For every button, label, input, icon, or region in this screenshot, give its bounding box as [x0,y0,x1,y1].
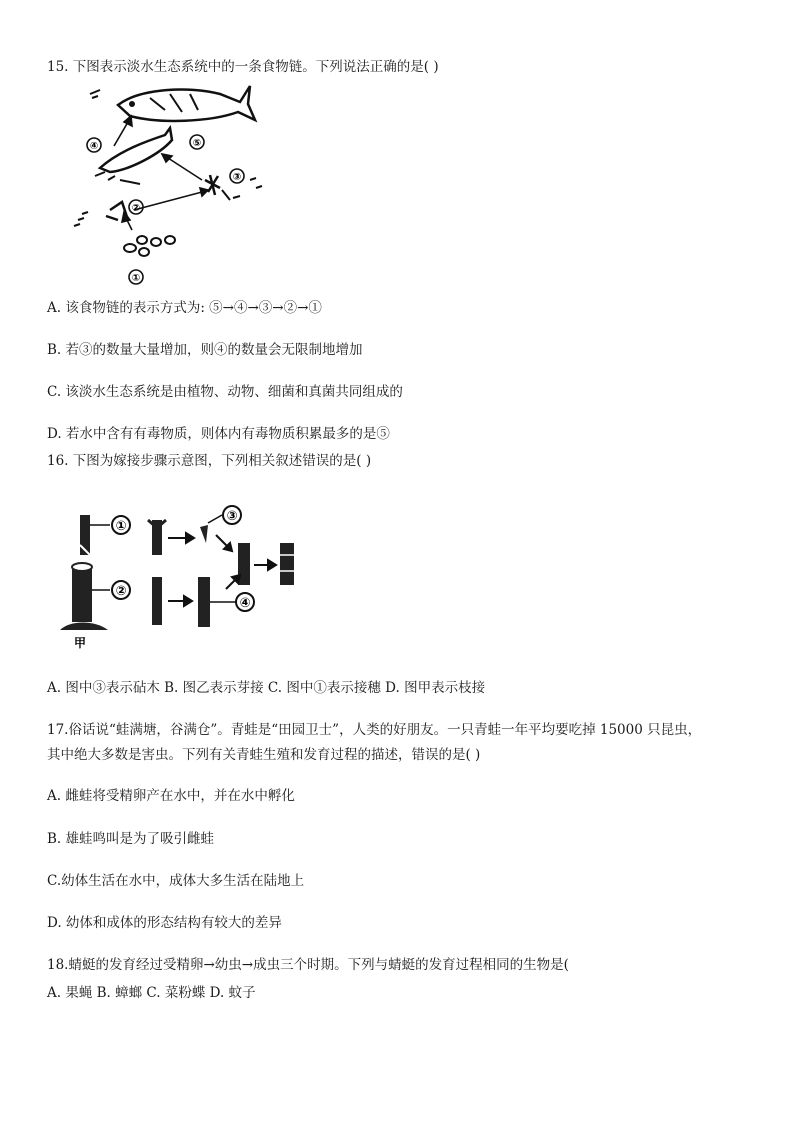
q16-options: A. 图中③表示砧木 B. 图乙表示芽接 C. 图中①表示接穗 D. 图甲表示枝接 [47,680,486,696]
grafting-figure [60,505,310,650]
label-1: ① [131,273,141,284]
q17-option-b: B. 雄蛙鸣叫是为了吸引雌蛙 [47,831,215,847]
food-chain-diagram [70,80,280,290]
q15-option-a: A. 该食物链的表示方式为: ⑤→④→③→②→① [47,300,322,316]
branch-bottom-2 [198,577,210,627]
branch-bottom-1 [152,577,162,625]
q17-option-a: A. 雌蛙将受精卵产在水中，并在水中孵化 [47,788,295,804]
q17-option-d: D. 幼体和成体的形态结构有较大的差异 [47,915,282,931]
q15-option-d: D. 若水中含有有毒物质，则体内有毒物质积累最多的是⑤ [47,426,390,442]
small-fish-icon [95,128,172,184]
label-3: ③ [232,172,242,183]
q16-stem: 16. 下图为嫁接步骤示意图，下列相关叙述错误的是( ) [47,453,372,469]
label-5: ⑤ [192,138,202,149]
stock-icon [60,563,108,630]
large-fish-icon [118,86,255,121]
label-2: ② [131,203,141,214]
q17-option-c: C.幼体生活在水中，成体大多生活在陆地上 [47,873,305,889]
bud-piece [200,525,208,543]
algae-icon [124,236,175,256]
label-3: ③ [226,509,238,524]
q15-option-c: C. 该淡水生态系统是由植物、动物、细菌和真菌共同组成的 [47,384,403,400]
q17-stem-line1: 17.俗话说“蛙满塘，谷满仓”。青蛙是“田园卫士”，人类的好朋友。一只青蛙一年平均要吃掉 15000 只昆虫， [47,722,702,738]
q17-stem-line2: 其中绝大多数是害虫。下列有关青蛙生殖和发育过程的描述，错误的是( ) [47,747,481,763]
q15-stem: 15. 下图表示淡水生态系统中的一条食物链。下列说法正确的是( ) [47,59,439,75]
label-4: ④ [239,596,251,611]
label-2: ② [115,584,127,599]
label-4: ④ [89,141,99,152]
figure-caption-jia: 甲 [74,636,87,650]
scion-icon [80,515,90,555]
graft-result [280,543,294,585]
food-chain-figure [70,80,280,290]
grafting-diagram [60,505,310,650]
label-1: ① [115,519,127,534]
q18-options: A. 果蝇 B. 蟑螂 C. 菜粉蝶 D. 蚊子 [47,985,256,1001]
q15-option-b: B. 若③的数量大量增加，则④的数量会无限制地增加 [47,342,363,358]
q18-stem: 18.蜻蜓的发育经过受精卵→幼虫→成虫三个时期。下列与蜻蜓的发育过程相同的生物是( [47,957,569,973]
